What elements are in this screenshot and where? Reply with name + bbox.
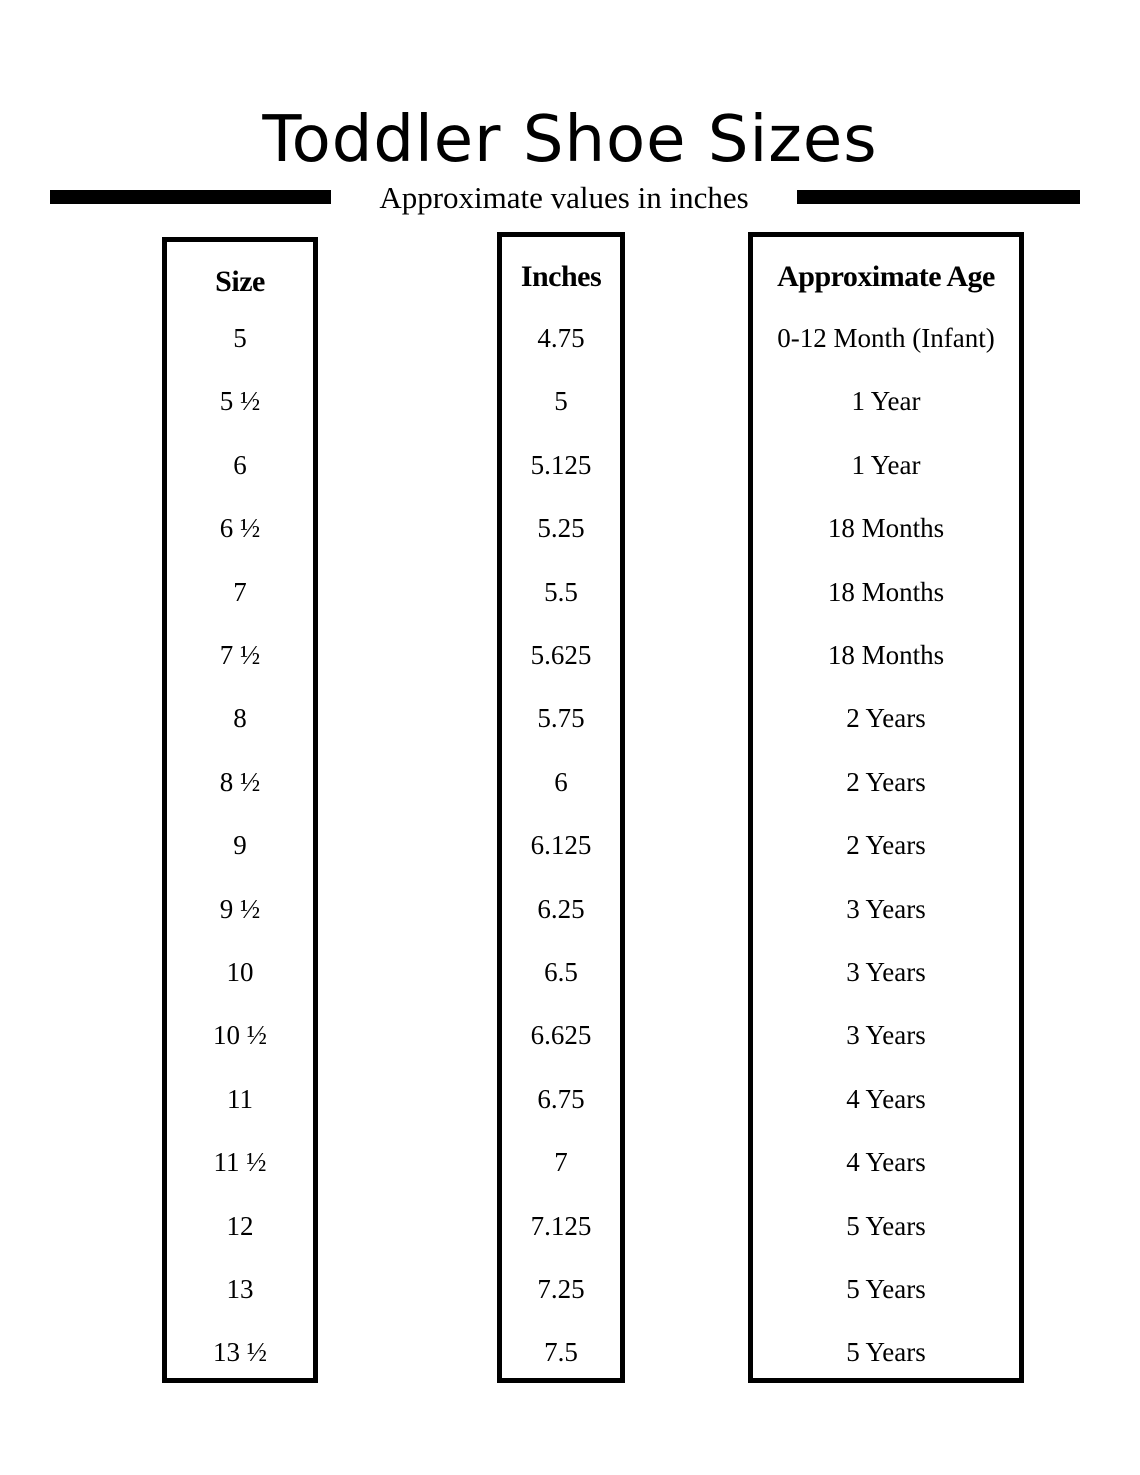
inches-cell: 7.125: [530, 1210, 592, 1241]
age-cell: 3 Years: [846, 957, 926, 987]
title-rule-left: [50, 190, 331, 204]
inches-cell: 7.25: [537, 1274, 585, 1304]
age-cell: 2 Years: [846, 766, 926, 797]
age-cell: 18 Months: [827, 513, 945, 544]
inches-cell: 6.125: [530, 830, 592, 861]
age-cell: 3 Years: [846, 893, 926, 924]
inches-cell: 5: [554, 386, 568, 417]
size-cell: 7: [233, 576, 247, 607]
inches-column-header: Inches: [520, 260, 602, 293]
inches-cell: 5.75: [537, 703, 585, 734]
inches-cell: 6.75: [537, 1083, 585, 1114]
inches-cell: 5.625: [530, 640, 592, 670]
age-cell: 1 Year: [851, 449, 921, 480]
title-rule-right: [797, 190, 1080, 204]
size-cell: 10 ½: [213, 1020, 267, 1051]
age-column: [748, 232, 1024, 1383]
size-cell: 13: [226, 1274, 254, 1304]
size-cell: 7 ½: [219, 640, 261, 670]
age-cell: 4 Years: [846, 1147, 926, 1178]
size-cell: 8 ½: [219, 766, 261, 797]
size-cell: 5: [233, 323, 247, 353]
size-cell: 10: [226, 957, 254, 987]
size-cell: 12: [226, 1210, 254, 1241]
size-column-header: Size: [215, 265, 265, 298]
age-column-header: Approximate Age: [777, 260, 995, 293]
age-cell: 5 Years: [846, 1274, 926, 1304]
inches-cell: 5.125: [530, 449, 592, 480]
size-cell: 6: [233, 449, 247, 480]
size-column: [162, 237, 318, 1383]
age-cell: 18 Months: [827, 640, 945, 670]
age-cell: 0-12 Month (Infant): [777, 323, 995, 353]
size-cell: 11 ½: [213, 1147, 267, 1178]
size-cell: 9 ½: [219, 893, 261, 924]
size-cell: 13 ½: [213, 1337, 267, 1368]
inches-cell: 6.25: [537, 893, 585, 924]
age-cell: 5 Years: [846, 1210, 926, 1241]
size-cell: 8: [233, 703, 247, 734]
inches-cell: 6: [554, 766, 568, 797]
page-subtitle: Approximate values in inches: [379, 180, 749, 215]
age-cell: 2 Years: [846, 703, 926, 734]
age-cell: 1 Year: [851, 386, 921, 417]
age-cell: 5 Years: [846, 1337, 926, 1368]
age-cell: 4 Years: [846, 1083, 926, 1114]
page-title: Toddler Shoe Sizes: [262, 103, 878, 177]
inches-cell: 5.5: [544, 576, 578, 607]
age-cell: 2 Years: [846, 830, 926, 861]
size-cell: 11: [227, 1083, 253, 1114]
inches-cell: 6.625: [530, 1020, 592, 1051]
size-cell: 9: [233, 830, 247, 861]
inches-cell: 7.5: [544, 1337, 578, 1368]
inches-cell: 7: [554, 1147, 568, 1178]
age-cell: 3 Years: [846, 1020, 926, 1051]
inches-column: [497, 232, 625, 1383]
size-cell: 5 ½: [219, 386, 261, 417]
inches-cell: 5.25: [537, 513, 585, 544]
inches-cell: 6.5: [544, 957, 578, 987]
size-cell: 6 ½: [219, 513, 261, 544]
inches-cell: 4.75: [537, 323, 585, 353]
age-cell: 18 Months: [827, 576, 945, 607]
